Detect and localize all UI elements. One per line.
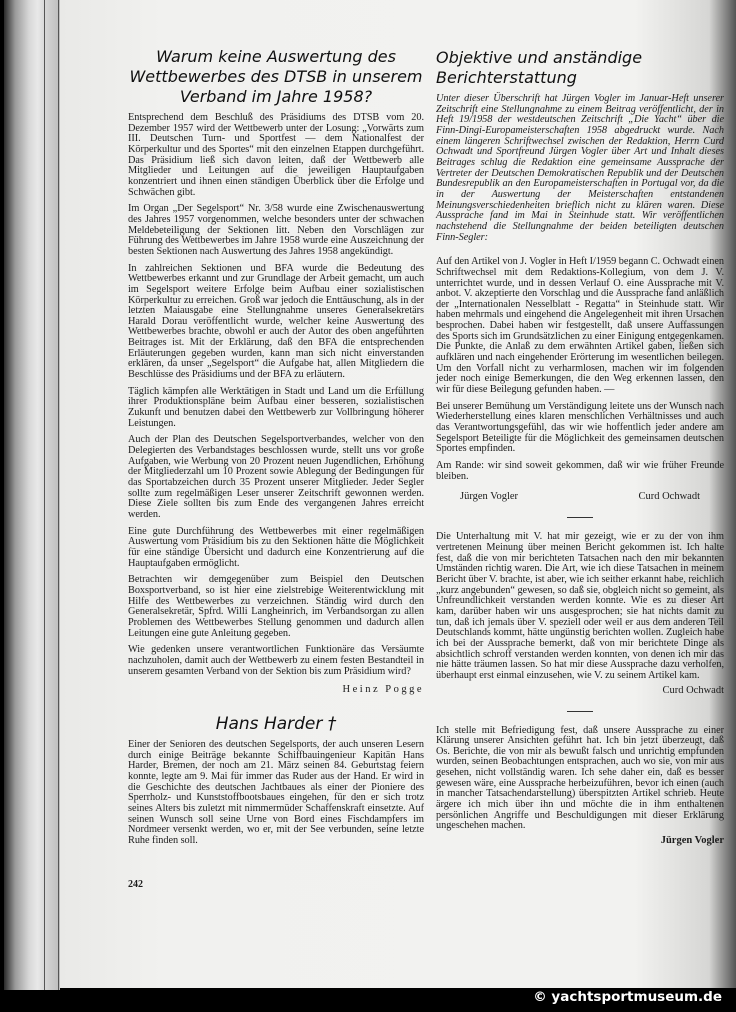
- vogler-statement: Ich stelle mit Befriedigung fest, daß unsere Aussprache zu einer Klärung unserer Ansichten geführt hat. Ich bin jetzt überzeugt, daß Os. Berichte, die von mir als bewußt falsch und unrichtig empfunden wurden, seinen Beobachtungen entsprachen, auch wo sie, von mir aus gesehen, nicht vollständig waren. Ich sehe daher ein, daß es besser gewesen wäre, eine Aussprache herbeizuführen, bevor ich einen (auch in mancher Tatsachendarstellung) überspitzten Artikel schrieb. Heute ärgere ich mich über ihn und möchte die in ihm enthaltenen persönlichen Angriffe und Beschuldigungen mit dieser Erklärung ungeschehen machen.: [436, 724, 724, 832]
- joint-statement-paragraph: Am Rande: wir sind soweit gekommen, daß wir wie früher Freunde bleiben.: [436, 460, 724, 482]
- article-paragraph: Wie gedenken unsere verantwortlichen Funktionäre das Versäumte nachzuholen, damit auch der Wettbewerb zu einem festen Bestandteil in unserem gesamten Verband von der Sektion bis zum Präsidium wird?: [128, 644, 424, 677]
- page-edge-line: [58, 0, 59, 990]
- obituary-title: Hans Harder †: [215, 714, 337, 735]
- signature-ochwadt: Curd Ochwadt: [662, 684, 724, 696]
- left-column: [128, 47, 424, 890]
- article-paragraph: Auch der Plan des Deutschen Segelsportverbandes, welcher von den Delegierten des Verbandstages beschlossen wurde, stellt uns vor große Aufgaben, wie Werbung von 20 Prozent neuen Jugendlichen, Erhöhung der Mitgliederzahl um 10 Prozent sowie Ablegung der Bedingungen für das Sportabzeichen durch 35 Prozent unserer Mitglieder. Jeder Segler sollte zum regelmäßigen Leser unserer Zeitschrift gewonnen werden. Diese Ziele sollten bis zum Ende des vergangenen Jahres erreicht werden.: [128, 434, 424, 520]
- obituary-text: Einer der Senioren des deutschen Segelsports, der auch unseren Lesern durch einige Beiträge bekannte Schiffbauingenieur Kapitän Hans Harder, Bremen, der noch am 21. März seinen 84. Geburtstag feiern konnte, legte am 9. Mai für immer das Ruder aus der Hand. Er wird in die Geschichte des deutschen Jachtbaues als einer der Pioniere des Sperrholz- und Kunststoffbootsbaues eingehen, für den er sich trotz seines Alters bis zuletzt mit nimmermüder Schaffenskraft einsetzte. Auf seinen Wunsch soll seine Urne von Bord eines Fischdampfers im Nordmeer versenkt werden, wo er, mit der See verbunden, seine letzte Ruhe finden soll.: [128, 739, 424, 847]
- author-signature: Heinz Pogge: [342, 684, 424, 696]
- signature-vogler: Jürgen Vogler: [660, 835, 724, 847]
- copyright-watermark: © yachtsportmuseum.de: [533, 989, 722, 1005]
- right-column: [436, 48, 724, 847]
- article-paragraph: Entsprechend dem Beschluß des Präsidiums des DTSB vom 20. Dezember 1957 wird der Wettbewerb unter der Losung: „Vorwärts zum III. Deutschen Turn- und Sportfest — dem Nationalfest der Körperkultur und des Sportes“ mit den einzelnen Etappen durchgeführt. Das Präsidium ließ sich davon leiten, daß der Wettbewerb alle Mitglieder und Leitungen auf die jeweiligen Hauptaufgaben konzentriert und ihnen einen ständigen Überblick über die Erfolge und Schwächen gibt.: [128, 112, 424, 198]
- page-edge-line: [44, 0, 45, 990]
- article-paragraph: In zahlreichen Sektionen und BFA wurde die Bedeutung des Wettbewerbes erkannt und zur Grundlage der Arbeit gemacht, um auch im Segelsport weitere Erfolge beim Aufbau einer sozialistischen Körperkultur zu erreichen. Groß war jedoch die Enttäuschung, als in der letzten Maiausgabe eine Stellungnahme unseres Generalsekretärs Harald Dorau veröffentlicht wurde, welcher keine Auswertung des Wettbewerbes brachte, obwohl er auch der Autor des oben angeführten Beitrages ist. Mit der Erklärung, daß den BFA die entsprechenden Erläuterungen gegeben wurden, kann man sich nicht einverstanden erklären, da unser „Segelsport“ die Aufgabe hat, allen Mitgliedern die Beschlüsse des Präsidiums und der BFA zu erläutern.: [128, 262, 424, 381]
- article-paragraph: Eine gute Durchführung des Wettbewerbes mit einer regelmäßigen Auswertung vom Präsidium bis zu den Sektionen hätte die Möglichkeit für eine ständige Übersicht und dadurch eine Konzentrierung auf die Hauptaufgaben ermöglicht.: [128, 525, 424, 569]
- article-paragraph: Betrachten wir demgegenüber zum Beispiel den Deutschen Boxsportverband, so ist hier eine zielstrebige Weiterentwicklung mit Hilfe des Wettbewerbes zu verzeichnen. Ständig wird durch den Generalsekretär, Spfrd. Willi Langheinrich, im Verbandsorgan zu allen Problemen des Wettbewerbes Stellung genommen und dadurch allen Leitungen eine gute Anleitung gegeben.: [128, 574, 424, 639]
- editorial-intro: Unter dieser Überschrift hat Jürgen Vogler im Januar-Heft unserer Zeitschrift eine Stellungnahme zu einem Beitrag veröffentlicht, der in Heft 19/1958 der westdeutschen Zeitschrift „Die Yacht“ über die Finn-Dingi-Europameisterschaften 1958 abgedruckt wurde. Nach einem längeren Schriftwechsel zwischen der Redaktion, Herrn Curd Ochwadt und Sportfreund Jürgen Vogler über Art und Inhalt dieses Beitrages schlug die Redaktion eine gemeinsame Aussprache der Vertreter der Deutschen Demokratischen Republik und der Deutschen Bundesrepublik an den Europameisterschaften in Portugal vor, da die in der Auswertung der Meisterschaften entstandenen Meinungsverschiedenheiten brieflich nicht zu klären waren. Diese Aussprache fand im Mai in Steinhude statt. Wir veröffentlichen nachstehend die Stellungnahme der beiden beteiligten deutschen Finn-Segler:: [436, 93, 724, 243]
- article-paragraph: Täglich kämpfen alle Werktätigen in Stadt und Land um die Erfüllung ihrer Produktionspläne beim Aufbau einer besseren, sozialistischen Zukunft und benutzen dabei den Wettbewerb zur Vollbringung höherer Leistungen.: [128, 385, 424, 429]
- article-paragraph: Im Organ „Der Segelsport“ Nr. 3/58 wurde eine Zwischenauswertung des Jahres 1957 vorgenommen, welche besonders unter der schwachen Meldebeteiligung der Sektionen litt. Neben den Vorschlägen zur Führung des Wettbewerbes im Jahre 1958 wurde eine Auszeichnung der besten Sektionen nach Auswertung des Jahres 1958 angekündigt.: [128, 203, 424, 257]
- article-title-berichterstattung: Objektive und anständige Berichterstattung: [436, 48, 643, 87]
- section-divider: [567, 711, 593, 712]
- signature-ochwadt: Curd Ochwadt: [638, 491, 700, 503]
- joint-statement-paragraph: Auf den Artikel von J. Vogler in Heft I/1959 begann C. Ochwadt einen Schriftwechsel mit dem Redaktions-Kollegium, von dem J. V. unterrichtet wurde, und in dessen Verlauf O. eine Aussprache mit V. anbot. V. akzeptierte den Vorschlag und die Aussprache fand anläßlich der „Internationalen Nesselblatt - Regatta“ in Steinhude statt. Wir haben mehrmals und eingehend die Angelegenheit mit ihren Ursachen besprochen. Dabei haben wir festgestellt, daß unsere Auffassungen des Sports sich im Grundsätzlichen zu einer Einigung entgegenkamen. Die Punkte, die Anlaß zu dem erwähnten Artikel gaben, ließen sich aufklären und nach eingehender Erörterung im wesentlichen beilegen. Um den Vorfall nicht zu verharmlosen, machen wir im folgenden jeder noch einige Bemerkungen, die den Weg erkennen lassen, den wir für diese Beilegung gefunden haben. —: [436, 256, 724, 396]
- joint-statement-paragraph: Bei unserer Bemühung um Verständigung leitete uns der Wunsch nach Wiederherstellung eines klaren menschlichen Verhältnisses und auch das Verantwortungsgefühl, das wir wie hoffentlich jeder andere am Segelsport Beteiligte für die Möglichkeit des gemeinsamen deutschen Sportes empfinden.: [436, 400, 724, 455]
- signature-vogler: Jürgen Vogler: [460, 491, 519, 503]
- section-divider: [567, 517, 593, 518]
- book-spine: [4, 0, 60, 990]
- ochwadt-statement: Die Unterhaltung mit V. hat mir gezeigt, wie er zu der von ihm vertretenen Meinung über meinen Bericht gekommen ist. Ich halte fest, daß die von mir berichteten Tatsachen nach den mir bekannten Umständen richtig waren. Die Art, wie ich diese Tatsachen in meinem Bericht über V. brachte, ist aber, wie ich seither erkannt habe, reichlich „kurz angebunden“ gewesen, so daß sie, obgleich nicht so gemeint, als Unfreundlichkeit verstanden werden konnte. Wie es zu dieser Art kam, darüber haben wir uns ausgesprochen; sie hat nichts damit zu tun, daß ich jemals über V. speziell oder weil er aus dem anderen Teil Deutschlands kommt, hätte ungünstig berichten wollen. Zugleich habe ich bei der Aussprache bemerkt, daß von mir berichtete Dinge als absichtlich schroff verstanden werden konnten, von denen ich mir das nie hätte träumen lassen. So hat mir diese Aussprache dazu verholfen, überhaupt erst einmal einzusehen, wie V. zu seinem Artikel kam.: [436, 531, 724, 681]
- page-number: 242: [128, 878, 143, 890]
- article-title-wettbewerb: Warum keine Auswertung des Wettbewerbes des DTSB in unserem Verband im Jahre 1958?: [129, 47, 423, 106]
- joint-signatures: [436, 490, 724, 503]
